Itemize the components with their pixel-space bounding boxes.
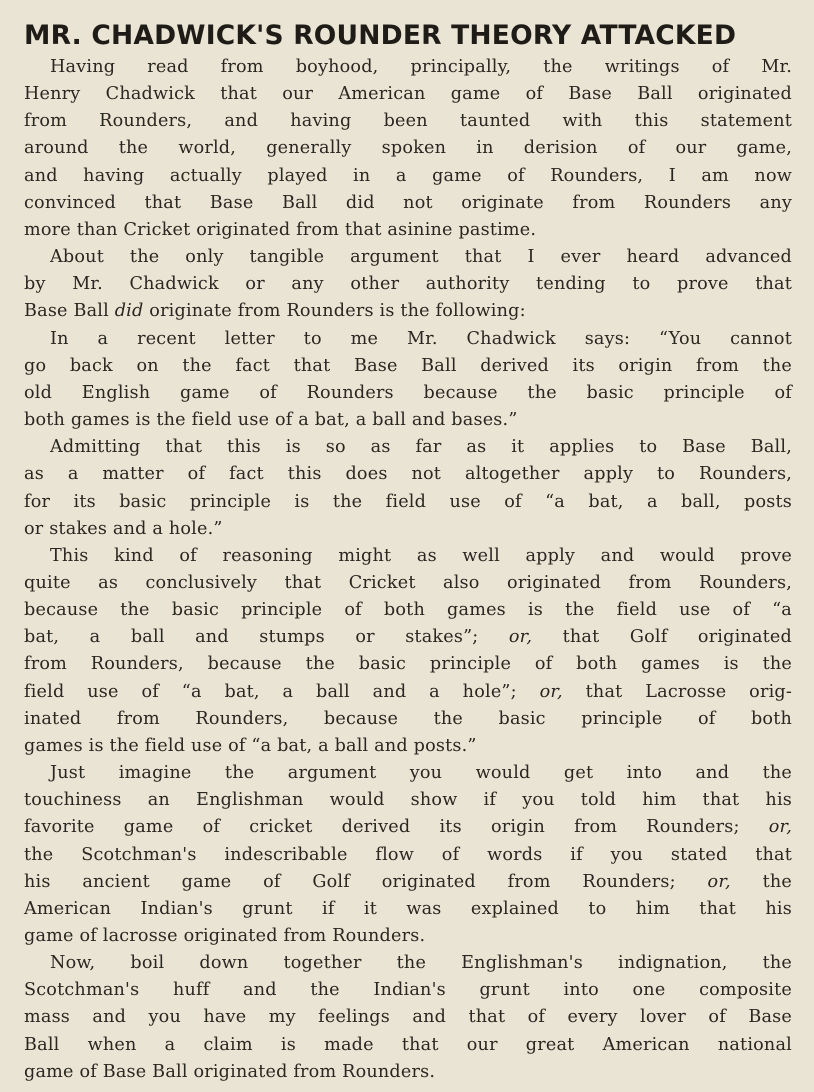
text-run: games is the field use of “a bat, a ball and posts.” [24, 735, 477, 756]
text-run: Admitting that this is so as far as it applies to Base Ball, [50, 437, 792, 458]
text-line [24, 624, 792, 651]
text-line [24, 950, 792, 977]
text-run: field use of “a bat, a ball and a hole”; [24, 681, 540, 702]
article-title: MR. CHADWICK'S ROUNDER THEORY ATTACKED [24, 20, 737, 51]
paragraph [24, 950, 792, 1086]
text-line [24, 163, 792, 190]
italic-text: or, [768, 817, 792, 838]
text-line [24, 217, 792, 244]
text-line [24, 244, 792, 271]
text-run: that Golf originated [532, 627, 792, 648]
text-run: for its basic principle is the field use of “a bat, a ball, posts [24, 491, 792, 512]
text-line [24, 733, 792, 760]
text-line [24, 271, 792, 298]
text-run: Henry Chadwick that our American game of Base Ball originated [24, 84, 792, 105]
text-line [24, 434, 792, 461]
text-line [24, 1004, 792, 1031]
text-run: the [730, 871, 792, 892]
text-run: Now, boil down together the Englishman's indignation, the [50, 953, 792, 974]
text-line [24, 516, 792, 543]
text-line [24, 353, 792, 380]
text-run: game of Base Ball originated from Rounders. [24, 1061, 436, 1082]
text-line [24, 81, 792, 108]
text-line [24, 923, 792, 950]
text-line [24, 787, 792, 814]
text-run: go back on the fact that Base Ball derived its origin from the [24, 355, 792, 376]
italic-text: or, [508, 627, 533, 648]
text-line [24, 679, 792, 706]
text-run: and having actually played in a game of Rounders, I am now [24, 165, 792, 186]
paragraph [24, 326, 792, 435]
text-run: the Scotchman's indescribable flow of words if you stated that [24, 844, 792, 865]
text-run: more than Cricket originated from that asinine pastime. [24, 219, 537, 240]
text-run: both games is the field use of a bat, a ball and bases.” [24, 410, 518, 431]
text-run: that Lacrosse orig- [562, 681, 793, 702]
text-run: Base Ball [24, 301, 115, 322]
text-line [24, 543, 792, 570]
text-run: or stakes and a hole.” [24, 518, 223, 539]
paragraph [24, 54, 792, 244]
text-run: from Rounders, because the basic principle of both games is the [24, 654, 792, 675]
paragraph [24, 760, 792, 950]
text-line [24, 190, 792, 217]
italic-text: or, [539, 681, 563, 702]
text-run: because the basic principle of both games is the field use of “a [24, 600, 792, 621]
text-run: around the world, generally spoken in derision of our game, [24, 138, 792, 159]
text-line [24, 869, 792, 896]
text-run: In a recent letter to me Mr. Chadwick says: “You cannot [50, 328, 792, 349]
text-run: old English game of Rounders because the basic principle of [24, 382, 792, 403]
text-line [24, 54, 792, 81]
text-run: from Rounders, and having been taunted with this statement [24, 111, 792, 132]
text-run: mass and you have my feelings and that of every lover of Base [24, 1007, 792, 1028]
paragraph [24, 543, 792, 760]
text-line [24, 489, 792, 516]
text-line [24, 1059, 792, 1086]
text-line [24, 326, 792, 353]
text-run: This kind of reasoning might as well apply and would prove [50, 545, 792, 566]
text-line [24, 298, 792, 325]
text-run: game of lacrosse originated from Rounders. [24, 926, 426, 946]
text-line [24, 597, 792, 624]
text-run: his ancient game of Golf originated from Rounders; [24, 871, 708, 892]
text-run: bat, a ball and stumps or stakes”; [24, 627, 509, 648]
text-run: touchiness an Englishman would show if you told him that his [24, 790, 792, 811]
text-line [24, 380, 792, 407]
text-run: Scotchman's huff and the Indian's grunt into one composite [24, 980, 792, 1001]
article-body [24, 54, 792, 1086]
text-line [24, 760, 792, 787]
text-run: convinced that Base Ball did not originate from Rounders any [24, 192, 792, 213]
text-line [24, 814, 792, 841]
text-line [24, 135, 792, 162]
text-line [24, 896, 792, 923]
text-run: Ball when a claim is made that our great American national [24, 1034, 792, 1055]
text-run: originate from Rounders is the following: [143, 301, 526, 322]
text-run: favorite game of cricket derived its origin from Rounders; [24, 817, 769, 838]
text-line [24, 570, 792, 597]
paragraph [24, 434, 792, 543]
italic-text: did [114, 301, 144, 322]
text-line [24, 706, 792, 733]
text-line [24, 108, 792, 135]
text-run: Having read from boyhood, principally, the writings of Mr. [50, 57, 792, 77]
text-run: About the only tangible argument that I ever heard advanced [50, 247, 792, 268]
text-line [24, 977, 792, 1004]
text-line [24, 842, 792, 869]
text-run: American Indian's grunt if it was explained to him that his [24, 898, 792, 919]
text-line [24, 407, 792, 434]
text-run: Just imagine the argument you would get into and the [50, 763, 792, 784]
text-line [24, 461, 792, 488]
text-run: quite as conclusively that Cricket also originated from Rounders, [24, 572, 792, 593]
text-line [24, 651, 792, 678]
paragraph [24, 244, 792, 325]
text-line [24, 1032, 792, 1059]
text-run: by Mr. Chadwick or any other authority tending to prove that [24, 274, 792, 295]
text-run: as a matter of fact this does not altogether apply to Rounders, [24, 464, 792, 485]
text-run: inated from Rounders, because the basic principle of both [24, 708, 792, 729]
italic-text: or, [707, 871, 731, 892]
